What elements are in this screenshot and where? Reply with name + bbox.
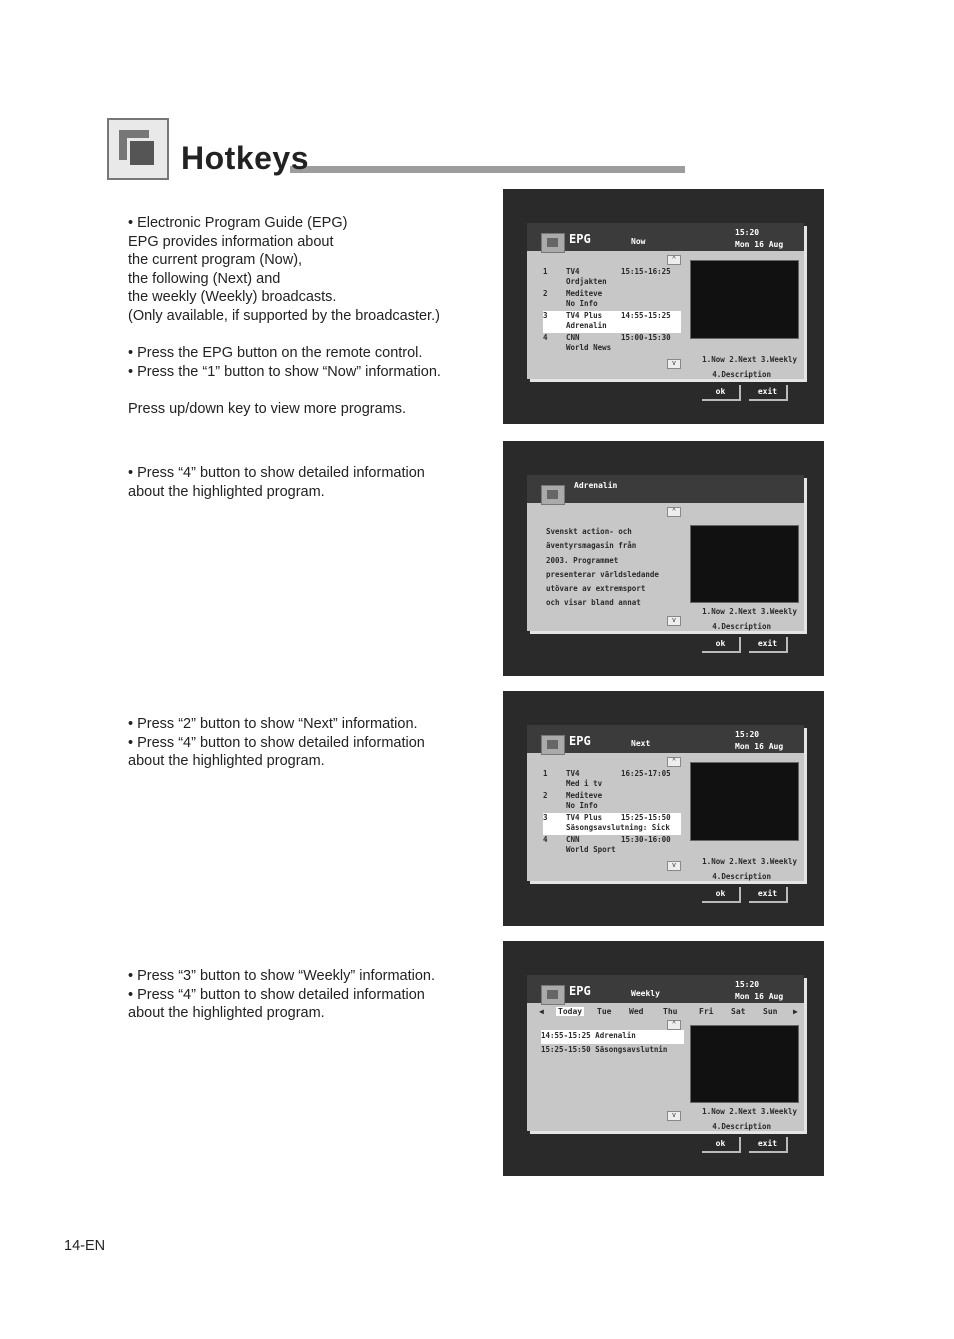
list-item: 1 TV4 16:25-17:05 Med i tv <box>543 769 671 788</box>
epg-icon <box>541 485 565 505</box>
text-line: • Press “4” button to show detailed information <box>128 465 425 481</box>
screen-title: EPG <box>569 232 591 246</box>
channel-list <box>543 267 681 355</box>
epg-weekly-screenshot <box>503 941 824 1176</box>
tab-thu: Thu <box>663 1007 678 1016</box>
list-item-highlighted: 14:55-15:25 Adrenalin <box>541 1030 684 1044</box>
title-rule <box>290 166 685 173</box>
day-tabs <box>539 1007 802 1019</box>
screen-title: EPG <box>569 984 591 998</box>
section-logo-icon <box>107 118 169 180</box>
day-left-arrow-icon: ◀ <box>539 1007 544 1016</box>
screen-program-title: Adrenalin <box>574 481 618 490</box>
section-description <box>128 464 425 501</box>
text-line: • Press the “1” button to show “Now” information. <box>128 363 441 380</box>
scroll-up-icon: ^ <box>667 757 681 767</box>
list-item: 4 CNN 15:30-16:00 World Sport <box>543 835 671 854</box>
text-line: (Only available, if supported by the broadcaster.) <box>128 307 440 324</box>
list-item: 2 Meditevе No Info <box>543 791 603 810</box>
ok-button: ok <box>702 887 741 903</box>
video-preview <box>690 525 799 603</box>
text-line: • Press “3” button to show “Weekly” information. <box>128 968 436 984</box>
screen-clock: 15:20 Mon 16 Aug <box>735 228 784 249</box>
epg-icon <box>541 735 565 755</box>
tab-tue: Tue <box>597 1007 612 1016</box>
scroll-up-icon: ^ <box>667 507 681 517</box>
text-line: • Press “4” button to show detailed information <box>128 986 425 1003</box>
exit-button: exit <box>749 1137 788 1153</box>
epg-icon <box>541 233 565 253</box>
text-line: • Press “4” button to show detailed information <box>128 734 425 751</box>
text-line: • Electronic Program Guide (EPG) <box>128 215 348 231</box>
video-preview <box>690 260 799 339</box>
option-menu: 1.Now 2.Next 3.Weekly 4.Description <box>702 857 797 881</box>
scroll-down-icon: v <box>667 359 681 369</box>
text-line: the current program (Now), <box>128 252 303 269</box>
option-menu: 1.Now 2.Next 3.Weekly 4.Description <box>702 607 797 631</box>
ok-button: ok <box>702 1137 741 1153</box>
scroll-down-icon: v <box>667 616 681 626</box>
text-line: • Press “2” button to show “Next” information. <box>128 716 418 732</box>
text-line: EPG provides information about <box>128 233 334 250</box>
text-line: about the highlighted program. <box>128 1005 325 1022</box>
tab-sun: Sun <box>763 1007 778 1016</box>
exit-button: exit <box>749 385 788 401</box>
text-line: about the highlighted program. <box>128 483 325 500</box>
list-item-highlighted: 3 TV4 Plus 14:55-15:25 Adrenalin <box>543 311 681 333</box>
list-item-highlighted: 3 TV4 Plus 15:25-15:50 Säsongsavslutning: Sick <box>543 813 681 835</box>
list-item: 1 TV4 15:15-16:25 Ordjakten <box>543 267 671 286</box>
tab-today: Today <box>558 1007 583 1016</box>
screen-mode: Now <box>631 237 646 246</box>
epg-description-screenshot <box>503 441 824 676</box>
list-item: 15:25-15:50 Säsongsavslutnin <box>541 1045 668 1054</box>
scroll-up-icon: ^ <box>667 1020 681 1030</box>
option-menu: 1.Now 2.Next 3.Weekly 4.Description <box>702 355 797 379</box>
list-item: 2 Meditevе No Info <box>543 289 603 308</box>
epg-now-screenshot <box>503 189 824 424</box>
screen-mode: Weekly <box>631 989 660 998</box>
tab-sat: Sat <box>731 1007 746 1016</box>
weekly-program-list <box>541 1030 684 1058</box>
page-number: 14-EN <box>64 1238 106 1254</box>
screen-clock: 15:20 Mon 16 Aug <box>735 980 784 1001</box>
scroll-up-icon: ^ <box>667 255 681 265</box>
screen-title: EPG <box>569 734 591 748</box>
page-title: Hotkeys <box>181 140 309 176</box>
channel-list <box>543 769 681 857</box>
program-description: Svenskt action- och äventyrsmagasin från 2003. Programmet presenterar världsledande utövare av extremsport och visar bland annat <box>546 527 659 608</box>
epg-next-screenshot <box>503 691 824 926</box>
screen-mode: Next <box>631 739 651 748</box>
screen-clock: 15:20 Mon 16 Aug <box>735 730 784 751</box>
text-line: the following (Next) and <box>128 270 281 287</box>
scroll-down-icon: v <box>667 861 681 871</box>
list-item: 4 CNN 15:00-15:30 World News <box>543 333 671 352</box>
exit-button: exit <box>749 887 788 903</box>
ok-button: ok <box>702 637 741 653</box>
epg-icon <box>541 985 565 1005</box>
day-right-arrow-icon: ▶ <box>793 1007 798 1016</box>
tab-fri: Fri <box>699 1007 714 1016</box>
exit-button: exit <box>749 637 788 653</box>
section-weekly <box>128 967 435 1023</box>
ok-button: ok <box>702 385 741 401</box>
text-line: the weekly (Weekly) broadcasts. <box>128 289 337 306</box>
text-line: Press up/down key to view more programs. <box>128 400 407 417</box>
text-line: • Press the EPG button on the remote control. <box>128 345 423 362</box>
option-menu: 1.Now 2.Next 3.Weekly 4.Description <box>702 1107 797 1131</box>
video-preview <box>690 762 799 841</box>
section-epg-intro <box>128 214 441 419</box>
video-preview <box>690 1025 799 1103</box>
text-line: about the highlighted program. <box>128 753 325 770</box>
scroll-down-icon: v <box>667 1111 681 1121</box>
tab-wed: Wed <box>629 1007 644 1016</box>
section-next <box>128 715 425 771</box>
